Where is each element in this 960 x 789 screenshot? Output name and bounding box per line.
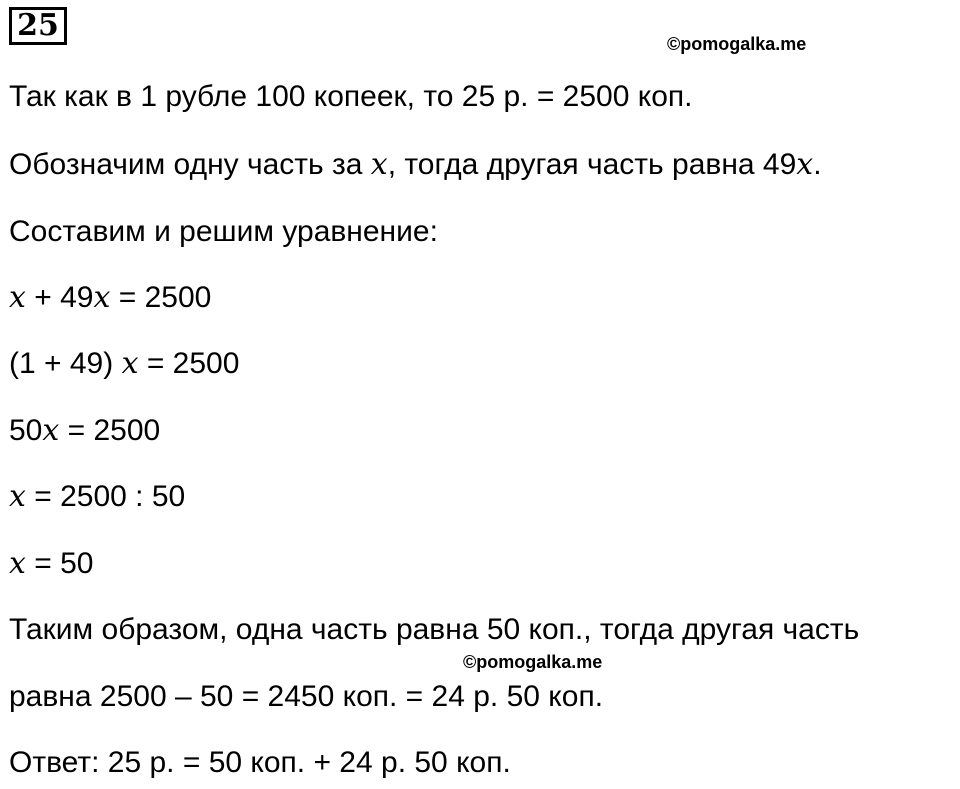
task-number: 25 (17, 8, 59, 43)
text-compose-equation: Составим и решим уравнение: (9, 215, 438, 248)
equation-step-4 (9, 479, 185, 515)
equation-step-5 (9, 546, 93, 582)
line-define-variable (9, 147, 822, 183)
line-answer (9, 745, 511, 781)
watermark-top: ©pomogalka.me (667, 34, 807, 54)
line-conclusion-1 (9, 612, 859, 648)
text-define-variable-c: . (813, 148, 822, 181)
variable-x: 𝑥 (796, 147, 814, 182)
variable-x: 𝑥 (370, 147, 388, 182)
equation-step-3-b: = 2500 (59, 414, 161, 447)
line-kopecks-conversion (9, 79, 692, 115)
watermark-middle: ©pomogalka.me (463, 652, 603, 672)
equation-step-3-a: 50 (9, 414, 43, 447)
variable-x: 𝑥 (121, 346, 139, 381)
equation-step-1-b: = 2500 (110, 281, 212, 314)
text-answer: Ответ: 25 р. = 50 коп. + 24 р. 50 коп. (9, 746, 511, 779)
equation-step-5-b: = 50 (25, 547, 94, 580)
line-conclusion-2 (9, 679, 603, 715)
equation-step-1-a: + 49 (25, 281, 94, 314)
equation-step-1 (9, 280, 211, 316)
equation-step-2-a: (1 + 49) (9, 347, 122, 380)
equation-step-4-b: = 2500 : 50 (25, 480, 186, 513)
equation-step-2 (9, 346, 239, 382)
line-compose-equation (9, 214, 438, 250)
variable-x: 𝑥 (93, 280, 111, 315)
variable-x: 𝑥 (9, 280, 26, 315)
variable-x: 𝑥 (9, 546, 26, 581)
variable-x: 𝑥 (42, 413, 60, 448)
text-conclusion-2: равна 2500 – 50 = 2450 коп. = 24 р. 50 коп. (9, 680, 604, 713)
equation-step-3 (9, 413, 160, 449)
text-define-variable-b: , тогда другая часть равна 49 (387, 148, 797, 181)
task-number-badge (9, 7, 67, 45)
text-kopecks-conversion: Так как в 1 рубле 100 копеек, то 25 р. = 2500 коп. (9, 80, 693, 113)
variable-x: 𝑥 (9, 479, 26, 514)
text-conclusion-1: Таким образом, одна часть равна 50 коп., тогда другая часть (9, 613, 860, 646)
equation-step-2-b: = 2500 (138, 347, 240, 380)
text-define-variable-a: Обозначим одну часть за (9, 148, 371, 181)
